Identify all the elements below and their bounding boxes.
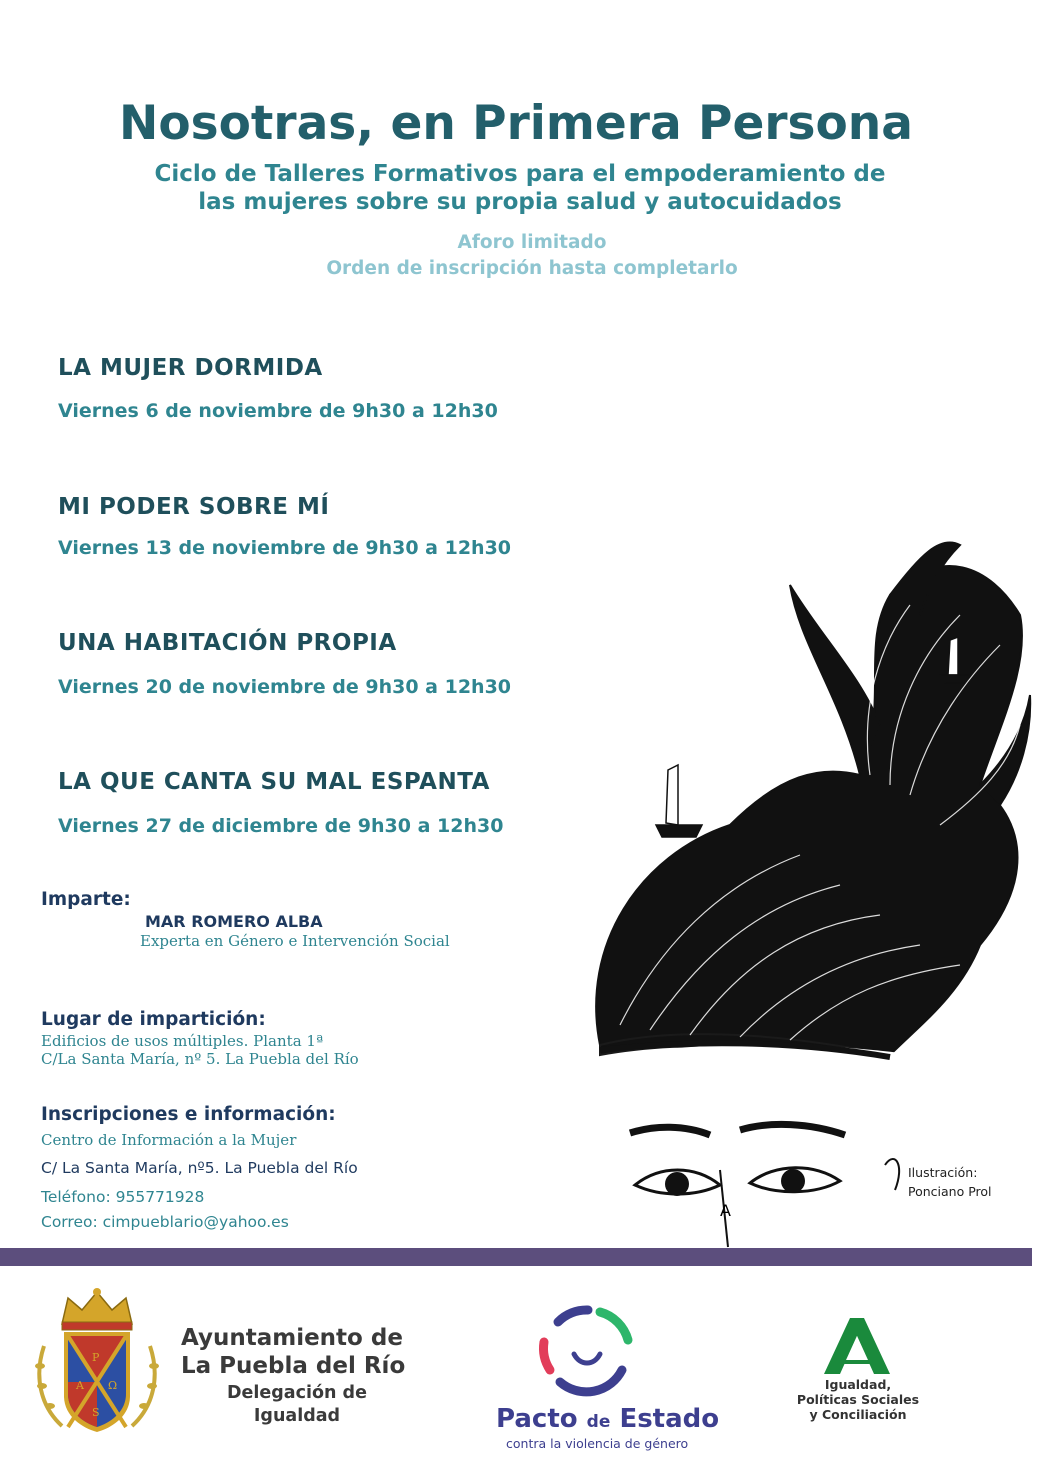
ayto-line-2: La Puebla del Río <box>181 1353 406 1379</box>
illustration-credit <box>908 1163 992 1201</box>
lugar-line-1: Edificios de usos múltiples. Planta 1ª <box>41 1032 324 1050</box>
junta-line-2: Políticas Sociales <box>796 1392 920 1407</box>
credit-line-1: Ilustración: <box>908 1165 978 1180</box>
ayto-line-1: Ayuntamiento de <box>181 1325 403 1351</box>
imparte-label: Imparte: <box>41 889 131 910</box>
delegacion-name <box>181 1382 413 1428</box>
credit-line-2: Ponciano Prol <box>908 1184 992 1199</box>
pacto-estado-logo-icon <box>528 1300 640 1400</box>
woman-hair-illustration <box>560 525 1032 1247</box>
aforo-line-2: Orden de inscripción hasta completarlo <box>326 258 738 279</box>
aforo-line-1: Aforo limitado <box>457 232 607 253</box>
svg-text:Ω: Ω <box>108 1379 118 1392</box>
junta-department <box>788 1377 928 1422</box>
coat-of-arms-icon <box>32 1286 162 1436</box>
email-text[interactable]: Correo: cimpueblario@yahoo.es <box>41 1213 289 1231</box>
workshop-2-date: Viernes 13 de noviembre de 9h30 a 12h30 <box>58 537 512 559</box>
subtitle-line-1: Ciclo de Talleres Formativos para el empoderamiento de <box>154 161 886 187</box>
workshop-3-title: UNA HABITACIÓN PROPIA <box>58 630 397 656</box>
workshop-1-date: Viernes 6 de noviembre de 9h30 a 12h30 <box>58 400 498 422</box>
pacto-de: de <box>586 1412 611 1432</box>
workshop-1-title: LA MUJER DORMIDA <box>58 355 323 381</box>
instructor-name: MAR ROMERO ALBA <box>145 912 323 931</box>
aforo-notice <box>0 230 1064 282</box>
junta-line-3: y Conciliación <box>809 1407 907 1422</box>
svg-text:S: S <box>92 1406 100 1419</box>
lugar-label: Lugar de impartición: <box>41 1009 266 1030</box>
subtitle-line-2: las mujeres sobre su propia salud y autocuidados <box>198 189 842 215</box>
footer-divider-band <box>0 1248 1032 1266</box>
instructor-role: Experta en Género e Intervención Social <box>140 932 450 950</box>
inscripciones-label: Inscripciones e información: <box>41 1104 336 1125</box>
workshop-4-title: LA QUE CANTA SU MAL ESPANTA <box>58 769 490 795</box>
junta-andalucia-logo-icon <box>720 1201 892 1376</box>
workshop-2-title: MI PODER SOBRE MÍ <box>58 494 330 520</box>
lugar-line-2: C/La Santa María, nº 5. La Puebla del Río <box>41 1050 359 1068</box>
workshop-4-date: Viernes 27 de diciembre de 9h30 a 12h30 <box>58 815 504 837</box>
centro-text: Centro de Información a la Mujer <box>41 1131 297 1149</box>
svg-text:A: A <box>76 1379 84 1392</box>
ayuntamiento-name <box>181 1324 405 1380</box>
workshop-3-date: Viernes 20 de noviembre de 9h30 a 12h30 <box>58 676 512 698</box>
phone-text: Teléfono: 955771928 <box>41 1188 205 1206</box>
deleg-line-2: Igualdad <box>253 1406 341 1426</box>
pacto-main: Pacto <box>496 1404 578 1434</box>
junta-line-1: Igualdad, <box>824 1377 892 1392</box>
deleg-line-1: Delegación de <box>227 1383 367 1403</box>
svg-text:P: P <box>92 1351 100 1364</box>
subtitle <box>0 160 1040 216</box>
pacto-estado-subtitle: contra la violencia de género <box>506 1436 689 1451</box>
lugar-block <box>41 1032 359 1068</box>
address-text: C/ La Santa María, nº5. La Puebla del Río <box>41 1159 358 1177</box>
pacto-estado-title <box>496 1404 719 1434</box>
pacto-estado: Estado <box>619 1404 720 1434</box>
page-title: Nosotras, en Primera Persona <box>119 96 913 151</box>
junta-logo-letter: A <box>720 1201 731 1220</box>
